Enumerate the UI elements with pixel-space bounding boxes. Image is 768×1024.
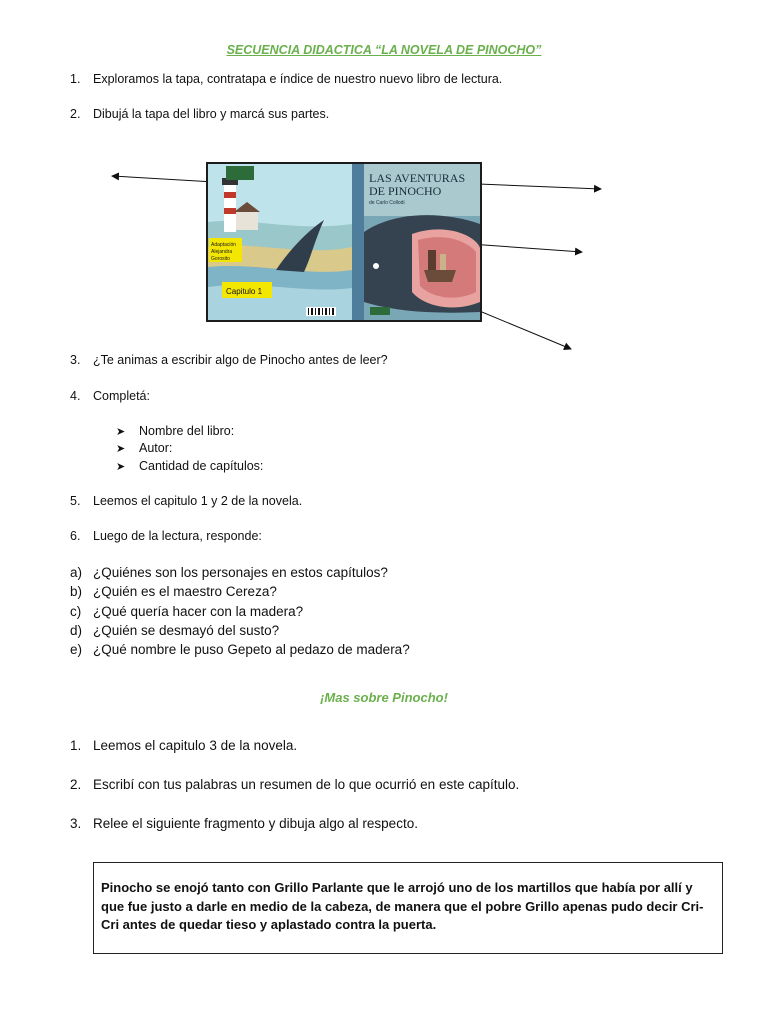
sticker-line2: Alejandra	[211, 249, 233, 255]
step-3	[70, 353, 388, 367]
step-5	[70, 494, 302, 508]
section2-step-1	[70, 738, 297, 753]
step-text: ¿Te animas a escribir algo de Pinocho antes de leer?	[93, 353, 388, 367]
question-text: ¿Quién se desmayó del susto?	[93, 623, 280, 638]
bullet-text: Cantidad de capítulos:	[139, 459, 264, 473]
step-text: Exploramos la tapa, contratapa e índice de nuestro nuevo libro de lectura.	[93, 72, 503, 86]
question-text: ¿Qué quería hacer con la madera?	[93, 604, 304, 619]
step-6	[70, 529, 262, 543]
bullet-text: Autor:	[139, 441, 173, 455]
step-number: 5.	[70, 494, 81, 508]
cover-author: de Carlo Collodi	[369, 200, 405, 206]
complete-item-author	[116, 441, 172, 455]
section-title: ¡Mas sobre Pinocho!	[320, 690, 448, 705]
question-c	[70, 604, 303, 619]
step-number: 2.	[70, 107, 81, 121]
question-letter: a)	[70, 565, 83, 580]
question-text: ¿Qué nombre le puso Gepeto al pedazo de madera?	[93, 642, 410, 657]
step-4	[70, 389, 150, 403]
cover-title-line1: LAS AVENTURAS	[369, 171, 466, 185]
step-text: Leemos el capitulo 1 y 2 de la novela.	[93, 494, 303, 508]
complete-item-chapters	[116, 459, 263, 473]
complete-item-book-name	[116, 424, 234, 438]
question-letter: d)	[70, 623, 83, 638]
question-letter: c)	[70, 604, 82, 619]
arrow-bullet-icon: ➤	[116, 443, 126, 455]
arrow-bullet-icon: ➤	[116, 461, 126, 473]
sticker-line3: Gorosito	[211, 256, 230, 262]
step-text: Escribí con tus palabras un resumen de lo que ocurrió en este capítulo.	[93, 777, 520, 792]
question-letter: e)	[70, 642, 83, 657]
question-a	[70, 565, 388, 580]
question-letter: b)	[70, 584, 83, 599]
step-number: 2.	[70, 777, 82, 792]
step-number: 3.	[70, 816, 82, 831]
step-text: Relee el siguiente fragmento y dibuja algo al respecto.	[93, 816, 418, 831]
arrow-bullet-icon: ➤	[116, 426, 126, 438]
fragment-box	[93, 862, 723, 954]
sticker-line1: Adaptación	[211, 242, 237, 248]
cover-title-line2: DE PINOCHO	[369, 184, 442, 198]
question-b	[70, 584, 277, 599]
step-text: Dibujá la tapa del libro y marcá sus partes.	[93, 107, 330, 121]
question-text: ¿Quiénes son los personajes en estos capítulos?	[93, 565, 388, 580]
section2-step-2	[70, 777, 519, 792]
step-number: 1.	[70, 738, 82, 753]
question-d	[70, 623, 279, 638]
book-cover-image	[206, 162, 482, 322]
section2-step-3	[70, 816, 418, 831]
step-text: Completá:	[93, 389, 150, 403]
bullet-text: Nombre del libro:	[139, 424, 235, 438]
fragment-text: Pinocho se enojó tanto con Grillo Parlante que le arrojó uno de los martillos que había por allí y que fue justo a darle en medio de la cabeza, de manera que el pobre Grillo apenas pudo decir Cri-Cri antes de quedar tieso y aplastado contra la puerta.	[101, 880, 704, 932]
step-number: 4.	[70, 389, 81, 403]
question-text: ¿Quién es el maestro Cereza?	[93, 584, 277, 599]
step-number: 3.	[70, 353, 81, 367]
step-number: 6.	[70, 529, 81, 543]
document-title: SECUENCIA DIDACTICA “LA NOVELA DE PINOCHO”	[226, 43, 542, 57]
question-e	[70, 642, 410, 657]
step-number: 1.	[70, 72, 81, 86]
step-text: Leemos el capitulo 3 de la novela.	[93, 738, 298, 753]
step-text: Luego de la lectura, responde:	[93, 529, 262, 543]
arrow-middle-right	[470, 244, 582, 252]
chapter-badge: Capitulo 1	[226, 287, 263, 296]
